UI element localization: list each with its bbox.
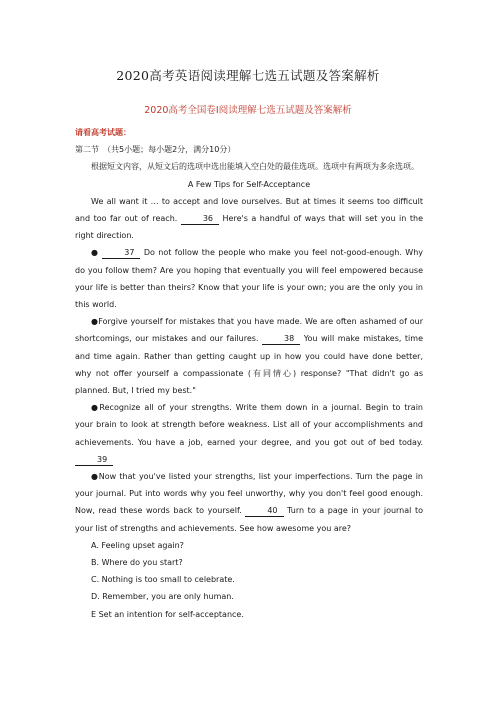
passage-title: A Few Tips for Self-Acceptance [187,179,311,189]
paragraph-4 [75,399,423,468]
paragraph-5-tail: Turn to a page in your journal to your list of strengths and achievements. See how awesome you are? [75,506,424,533]
paragraph-1 [75,193,423,245]
paragraph-1-tail: Here's a handful of ways that will set you in the right direction. [75,214,423,241]
paragraph-3 [75,313,423,399]
section-heading: 第二节 （共5小题；每小题2分，满分10分） [75,145,236,155]
blank-36: 36 [181,214,219,225]
paragraph-5 [75,468,423,537]
option-c: C. Nothing is too small to celebrate. [91,575,235,585]
paragraph-1-text: We all want it … to accept and love ourselves. But at times it seems too difficult and too far out of reach. [75,196,423,224]
instructions: 根据短文内容，从短文后的选项中选出能填入空白处的最佳选项。选项中有两项为多余选项。 [91,162,419,172]
blank-37: 37 [102,248,140,259]
bullet-icon: ● [91,248,99,258]
option-e: E Set an intention for self-acceptance. [91,609,244,619]
paragraph-5-text: ●Now that you've listed your strengths, list your imperfections. Turn the page in your journal. Put into words why you feel unworthy, why you don't feel good enough. Now, read these words back to yourself. [75,472,423,516]
document-subtitle: 2020高考全国卷Ⅰ阅读理解七选五试题及答案解析 [144,105,352,116]
document-title: 2020高考英语阅读理解七选五试题及答案解析 [116,68,380,83]
blank-39: 39 [75,455,113,466]
option-a: A. Feeling upset again? [91,540,184,550]
paragraph-2-text: Do not follow the people who make you feel not-good-enough. Why do you follow them? Are you hoping that eventually you will feel empowered because your life is better than theirs? Know that your life is your own; you are the only you in this world. [75,248,424,310]
option-d: D. Remember, you are only human. [91,592,234,602]
paragraph-3-text: ●Forgive yourself for mistakes that you have made. We are often ashamed of our shortcomings, our mistakes and our failures. [75,317,423,344]
option-b: B. Where do you start? [91,558,183,568]
document-body [75,124,423,623]
paragraph-4-text: ●Recognize all of your strengths. Write them down in a journal. Begin to train your brain to look at strength before weakness. List all of your accomplishments and achievements. You have a job, earned your degree, and you got out of bed today. [75,403,423,447]
prompt-label: 请看高考试题： [75,128,131,137]
blank-40: 40 [245,506,283,517]
blank-38: 38 [262,334,300,345]
paragraph-3-tail: You will make mistakes, time and time again. Rather than getting caught up in how you could have done better, why not offer yourself a compassionate (有同情心) response? "That didn't go as planned. But, I tried my best." [75,334,423,396]
paragraph-2 [75,244,423,313]
